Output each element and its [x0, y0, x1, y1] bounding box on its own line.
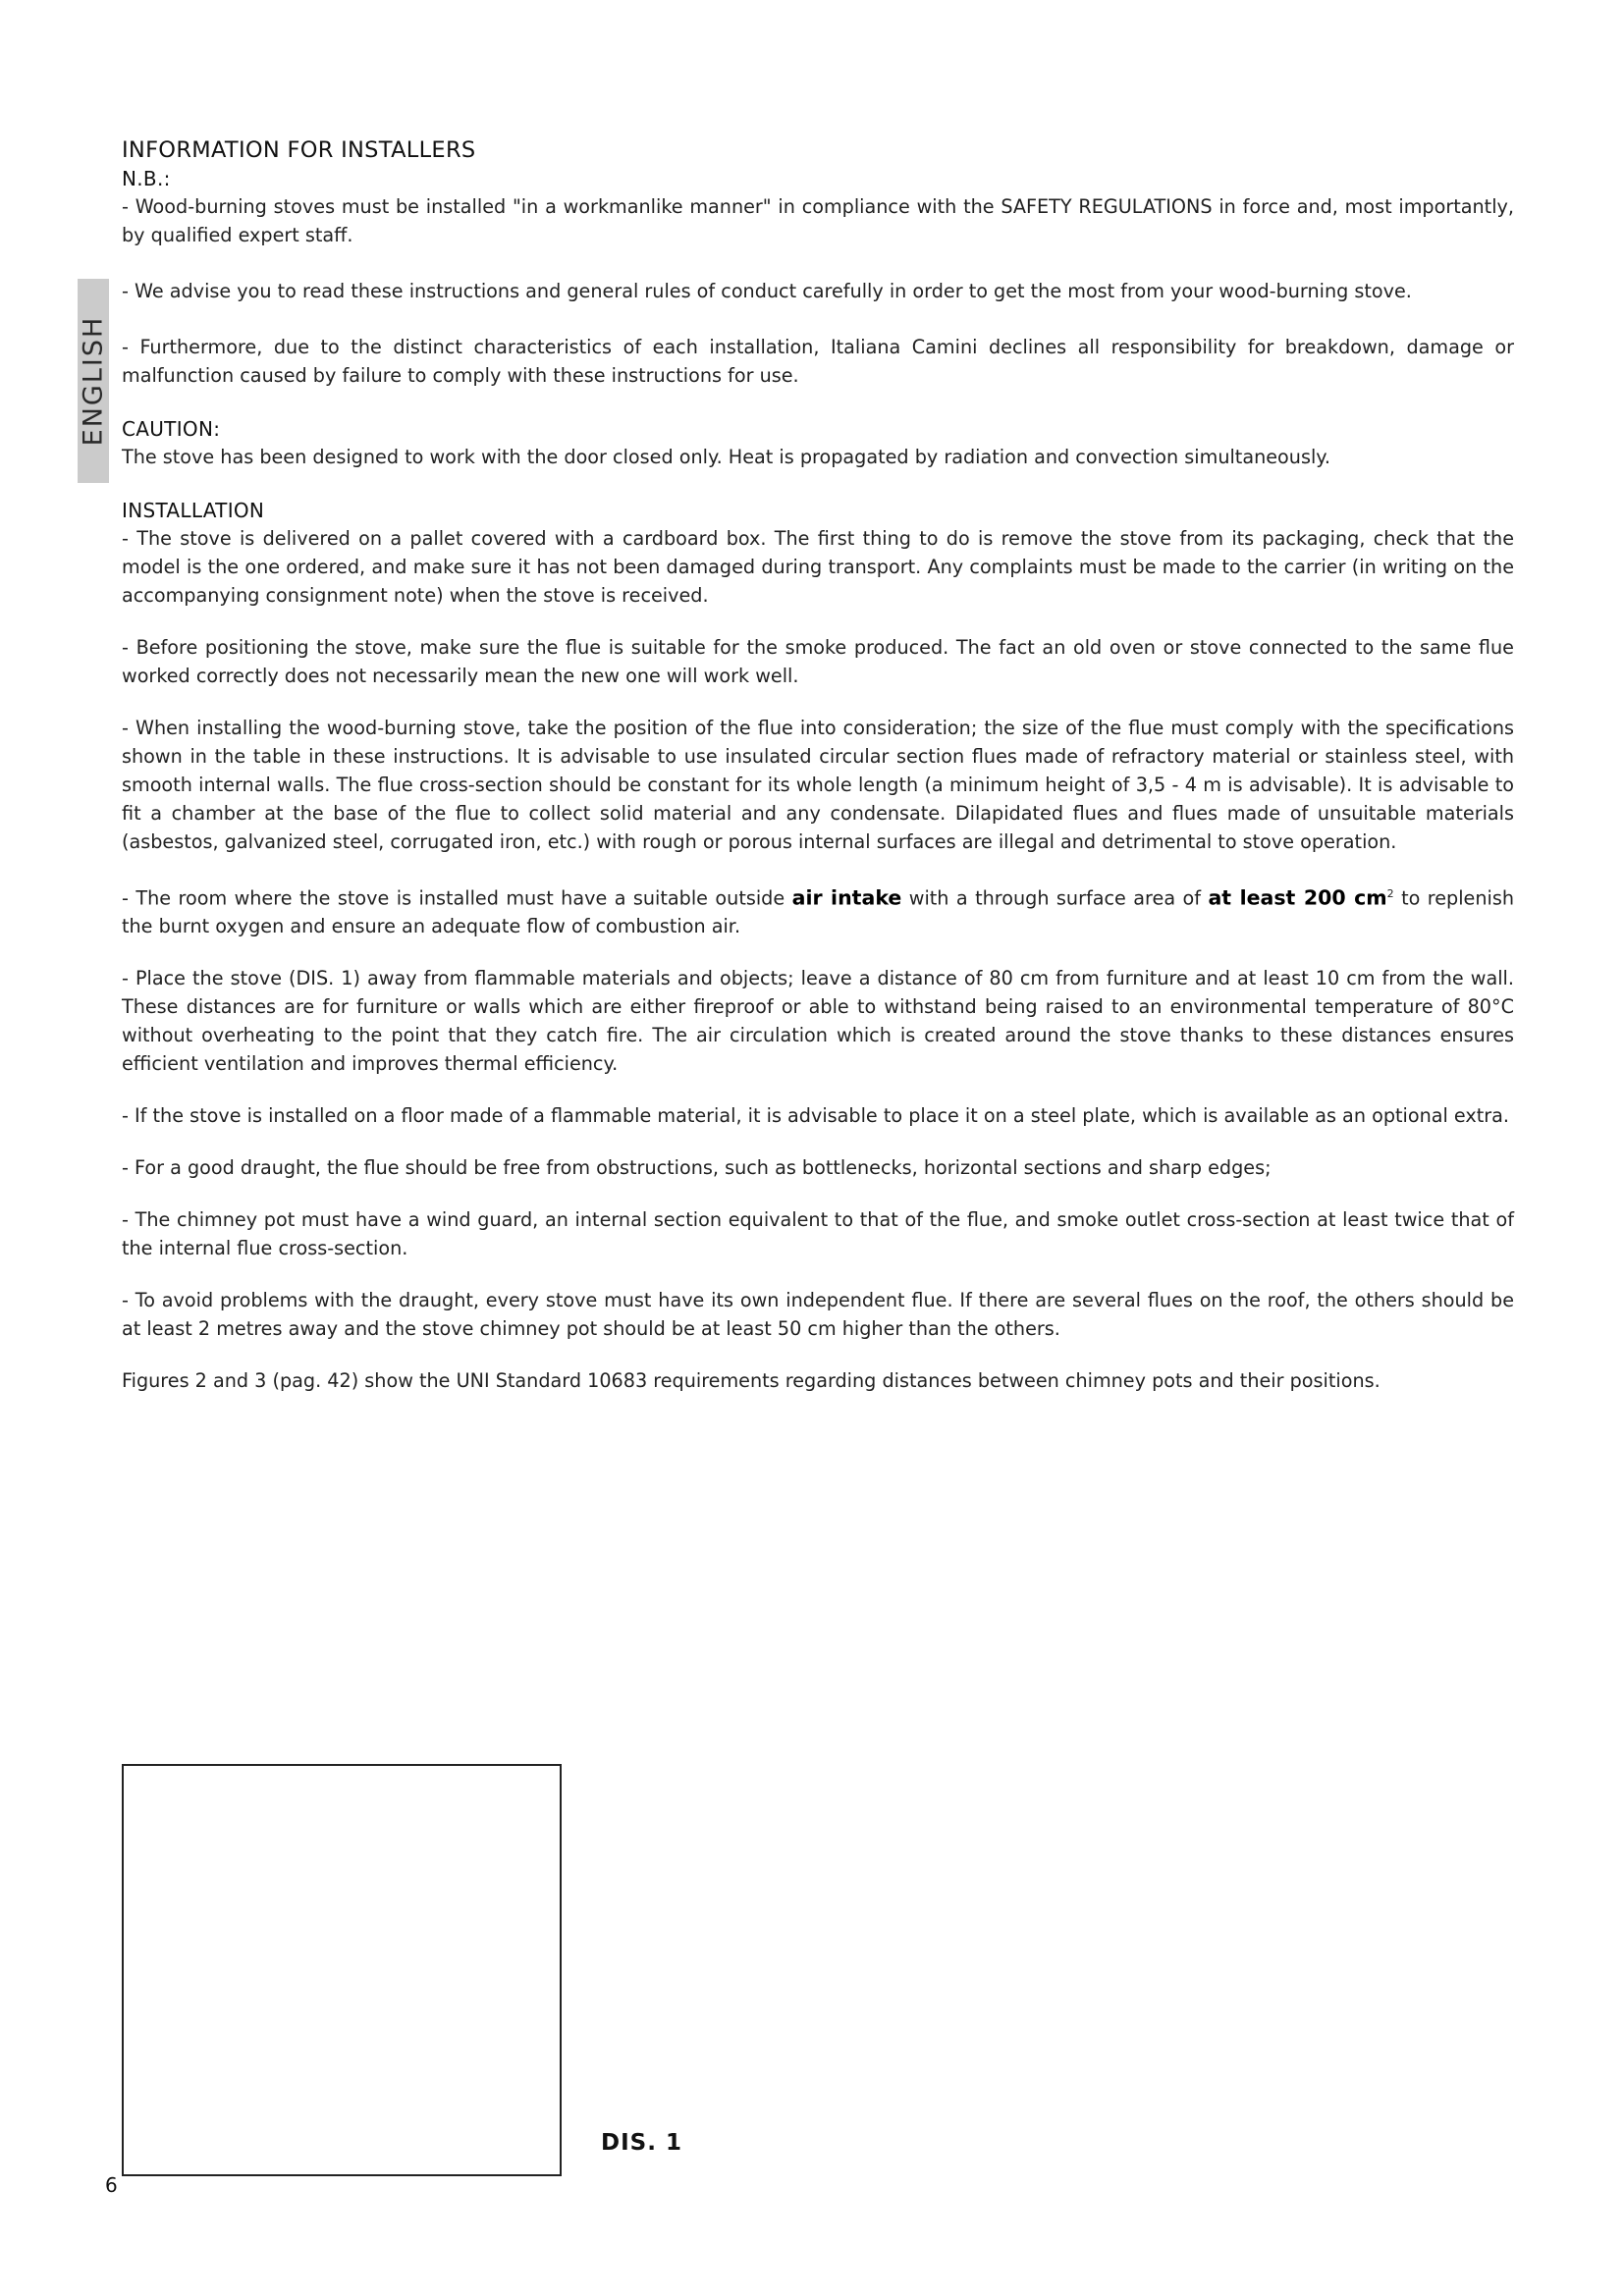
nb-paragraph-1: - Wood-burning stoves must be installed "in a workmanlike manner" in compliance with the SAFETY REGULATIONS in force and, most importantly, by qualified expert staff.	[122, 195, 1514, 246]
figure-frame	[122, 1764, 562, 2176]
nb-paragraph-3: - Furthermore, due to the distinct characteristics of each installation, Italiana Camini declines all responsibility for breakdown, damage or malfunction caused by failure to comply with these instructions for use.	[122, 336, 1514, 387]
nb-label: N.B.:	[122, 167, 171, 190]
installation-paragraph-chimney-pot: - The chimney pot must have a wind guard, an internal section equivalent to that of the flue, and smoke outlet cross-section at least twice that of the internal flue cross-section.	[122, 1208, 1514, 1260]
installation-paragraph-distances: - Place the stove (DIS. 1) away from flammable materials and objects; leave a distance of 80 cm from furniture and at least 10 cm from the wall. These distances are for furniture or walls which are either fireproof or able to withstand being raised to an environmental temperature of 80°C without overheating to the point that they catch fire. The air circulation which is created around the stove thanks to these distances ensures efficient ventilation and improves thermal efficiency.	[122, 967, 1514, 1076]
figure-label: DIS. 1	[601, 2130, 682, 2156]
caution-label: CAUTION:	[122, 417, 221, 441]
page-number: 6	[105, 2173, 118, 2197]
air-intake-text-2: with a through surface area of	[901, 886, 1209, 910]
installation-paragraph-independent-flue: - To avoid problems with the draught, every stove must have its own independent flue. If there are several flues on the roof, the others should be at least 2 metres away and the stove chimney pot should be at least 50 cm higher than the others.	[122, 1289, 1514, 1341]
air-intake-area-superscript: 2	[1386, 887, 1394, 900]
nb-paragraph-2: - We advise you to read these instructions and general rules of conduct carefully in order to get the most from your wood-burning stove.	[122, 280, 1412, 302]
installation-paragraph-3: - When installing the wood-burning stove, take the position of the flue into consideration; the size of the flue must comply with the specifications shown in the table in these instructions. It is advisable to use insulated circular section flues made of refractory material or stainless steel, with smooth internal walls. The flue cross-section should be constant for its whole length (a minimum height of 3,5 - 4 m is advisable). It is advisable to fit a chamber at the base of the flue to collect solid material and any condensate. Dilapidated flues and flues made of unsuitable materials (asbestos, galvanized steel, corrugated iron, etc.) with rough or porous internal surfaces are illegal and detrimental to stove operation.	[122, 717, 1514, 853]
installation-paragraph-draught: - For a good draught, the flue should be free from obstructions, such as bottlenecks, horizontal sections and sharp edges;	[122, 1156, 1272, 1180]
installation-paragraph-floor: - If the stove is installed on a floor made of a flammable material, it is advisable to place it on a steel plate, which is available as an optional extra.	[122, 1104, 1510, 1128]
caution-text: The stove has been designed to work with the door closed only. Heat is propagated by radiation and convection simultaneously.	[122, 446, 1331, 468]
document-body	[122, 135, 1514, 1395]
installation-paragraph-figures-note: Figures 2 and 3 (pag. 42) show the UNI Standard 10683 requirements regarding distances between chimney pots and their positions.	[122, 1369, 1380, 1393]
language-side-tab-label: ENGLISH	[78, 315, 109, 447]
air-intake-area-emphasis: at least 200 cm	[1208, 885, 1387, 910]
air-intake-text-1: - The room where the stove is installed must have a suitable outside	[122, 886, 792, 910]
installation-paragraph-2: - Before positioning the stove, make sure the flue is suitable for the smoke produced. The fact an old oven or stove connected to the same flue worked correctly does not necessarily mean the new one will work well.	[122, 636, 1514, 687]
installation-label: INSTALLATION	[122, 499, 265, 522]
air-intake-text-3: to replenish the burnt oxygen and ensure an adequate flow of combustion air.	[122, 886, 1515, 938]
section-heading: INFORMATION FOR INSTALLERS	[122, 137, 476, 163]
installation-paragraph-1: - The stove is delivered on a pallet covered with a cardboard box. The first thing to do is remove the stove from its packaging, check that the model is the one ordered, and make sure it has not been damaged during transport. Any complaints must be made to the carrier (in writing on the accompanying consignment note) when the stove is received.	[122, 527, 1514, 607]
air-intake-emphasis: air intake	[791, 885, 902, 910]
air-intake-paragraph	[122, 880, 1514, 940]
